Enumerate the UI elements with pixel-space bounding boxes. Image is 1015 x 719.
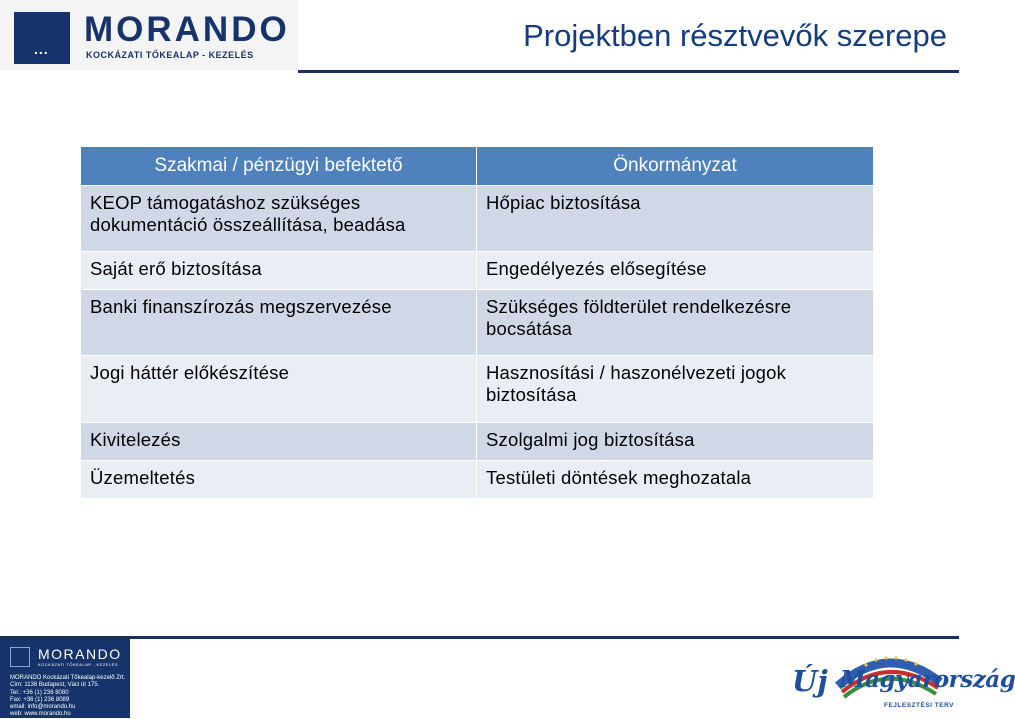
municipality-role: Szükséges földterület rendelkezésre bocsátása bbox=[477, 290, 874, 356]
table-row bbox=[81, 290, 874, 356]
umft-word-magyarorszag: Magyarország bbox=[840, 666, 1015, 693]
investor-role: Banki finanszírozás megszervezése bbox=[81, 290, 477, 356]
column-header-investor: Szakmai / pénzügyi befektető bbox=[81, 147, 477, 186]
municipality-role: Hőpiac biztosítása bbox=[477, 186, 874, 252]
table-row bbox=[81, 186, 874, 252]
investor-role: Jogi háttér előkészítése bbox=[81, 356, 477, 423]
table-header-row bbox=[81, 147, 874, 186]
page-title: Projektben résztvevők szerepe bbox=[523, 18, 947, 53]
footer-brand-subtitle: KOCKÁZATI TŐKEALAP - KEZELÉS bbox=[38, 662, 119, 667]
logo-subtitle: KOCKÁZATI TŐKEALAP - KEZELÉS bbox=[86, 50, 254, 60]
footer-morando-card bbox=[0, 639, 130, 718]
column-header-municipality: Önkormányzat bbox=[477, 147, 874, 186]
footer-logo-mark bbox=[10, 647, 30, 667]
umft-tagline: FEJLESZTÉSI TERV bbox=[884, 702, 955, 709]
contact-line: email: info@morando.hu bbox=[10, 704, 76, 711]
morando-logo bbox=[0, 0, 298, 70]
logo-mark bbox=[14, 12, 70, 64]
logo-brand-text: MORANDO bbox=[84, 10, 290, 49]
footer-brand-text: MORANDO bbox=[38, 646, 122, 662]
investor-role: Kivitelezés bbox=[81, 423, 477, 461]
footer-contact-block bbox=[10, 675, 125, 719]
roles-table bbox=[80, 146, 874, 499]
logo-dots: ... bbox=[34, 41, 49, 57]
contact-line: MORANDO Kockázati Tőkealap-kezelő Zrt. bbox=[10, 675, 126, 681]
table-row bbox=[81, 423, 874, 461]
uj-magyarorszag-logo bbox=[788, 642, 1015, 718]
contact-line: Tel.: +36 (1) 236 8080 bbox=[10, 689, 69, 696]
footer-divider bbox=[0, 636, 959, 639]
table-row bbox=[81, 252, 874, 290]
contact-line: Cím: 1136 Budapest, Váci út 175. bbox=[10, 682, 100, 689]
municipality-role: Engedélyezés elősegítése bbox=[477, 252, 874, 290]
contact-line: Fax: +36 (1) 236 8089 bbox=[10, 696, 70, 703]
investor-role: Saját erő biztosítása bbox=[81, 252, 477, 290]
municipality-role: Szolgalmi jog biztosítása bbox=[477, 423, 874, 461]
table-row bbox=[81, 461, 874, 499]
investor-role: Üzemeltetés bbox=[81, 461, 477, 499]
contact-line: web: www.morando.hu bbox=[10, 711, 71, 718]
table-row bbox=[81, 356, 874, 423]
municipality-role: Testületi döntések meghozatala bbox=[477, 461, 874, 499]
umft-word-uj: Új bbox=[792, 664, 828, 698]
municipality-role: Hasznosítási / haszonélvezeti jogok biztosítása bbox=[477, 356, 874, 423]
investor-role: KEOP támogatáshoz szükséges dokumentáció összeállítása, beadása bbox=[81, 186, 477, 252]
title-divider bbox=[298, 70, 959, 73]
